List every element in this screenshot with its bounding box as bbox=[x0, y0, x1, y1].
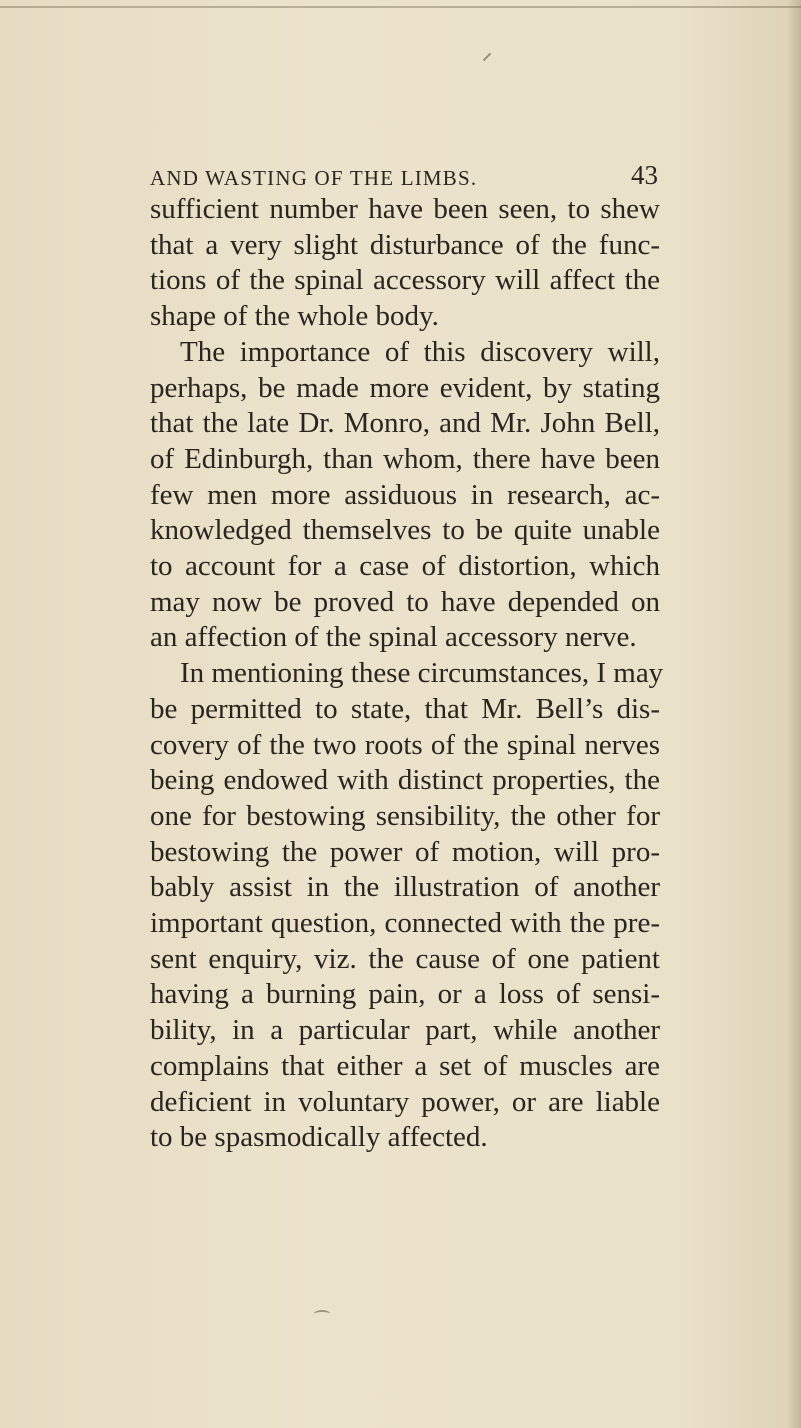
text-line: perhaps, be made more evident, by stating bbox=[150, 371, 660, 404]
text-line: one for bestowing sensibility, the other for bbox=[150, 799, 660, 832]
text-line: complains that either a set of muscles are bbox=[150, 1049, 660, 1082]
text-line: being endowed with distinct properties, the bbox=[150, 764, 660, 797]
text-line: tions of the spinal accessory will affect the bbox=[150, 264, 660, 297]
text-line: of Edinburgh, than whom, there have been bbox=[150, 442, 660, 475]
text-line: to be spasmodically affected. bbox=[150, 1121, 488, 1154]
page-number: 43 bbox=[631, 160, 658, 190]
text-line: that a very slight disturbance of the func- bbox=[150, 228, 660, 261]
text-line: be permitted to state, that Mr. Bell’s dis- bbox=[150, 692, 660, 725]
text-line: an affection of the spinal accessory nerve. bbox=[150, 621, 637, 654]
running-head: AND WASTING OF THE LIMBS. bbox=[150, 166, 478, 190]
page-top-edge bbox=[0, 6, 801, 8]
text-line: shape of the whole body. bbox=[150, 300, 439, 333]
text-line: In mentioning these circumstances, I may bbox=[180, 657, 664, 690]
text-line: deficient in voluntary power, or are liable bbox=[150, 1085, 660, 1118]
text-line: to account for a case of distortion, which bbox=[150, 550, 660, 583]
text-line: may now be proved to have depended on bbox=[150, 585, 660, 618]
body-text bbox=[150, 192, 664, 1156]
text-line: knowledged themselves to be quite unable bbox=[150, 514, 660, 547]
ink-mark bbox=[314, 1310, 330, 1318]
text-line: covery of the two roots of the spinal nerves bbox=[150, 728, 660, 761]
text-line: sent enquiry, viz. the cause of one patient bbox=[150, 942, 660, 975]
text-line: having a burning pain, or a loss of sensi- bbox=[150, 978, 660, 1011]
text-line: The importance of this discovery will, bbox=[180, 335, 660, 368]
pencil-mark bbox=[483, 53, 491, 61]
text-line: important question, connected with the pre- bbox=[150, 907, 660, 940]
text-line: that the late Dr. Monro, and Mr. John Bell, bbox=[150, 407, 660, 440]
text-line: bably assist in the illustration of another bbox=[150, 871, 660, 904]
text-line: bestowing the power of motion, will pro- bbox=[150, 835, 660, 868]
page-right-edge bbox=[787, 0, 801, 1428]
text-line: sufficient number have been seen, to shew bbox=[150, 193, 660, 225]
text-line: few men more assiduous in research, ac- bbox=[150, 478, 660, 511]
text-line: bility, in a particular part, while another bbox=[150, 1014, 660, 1047]
